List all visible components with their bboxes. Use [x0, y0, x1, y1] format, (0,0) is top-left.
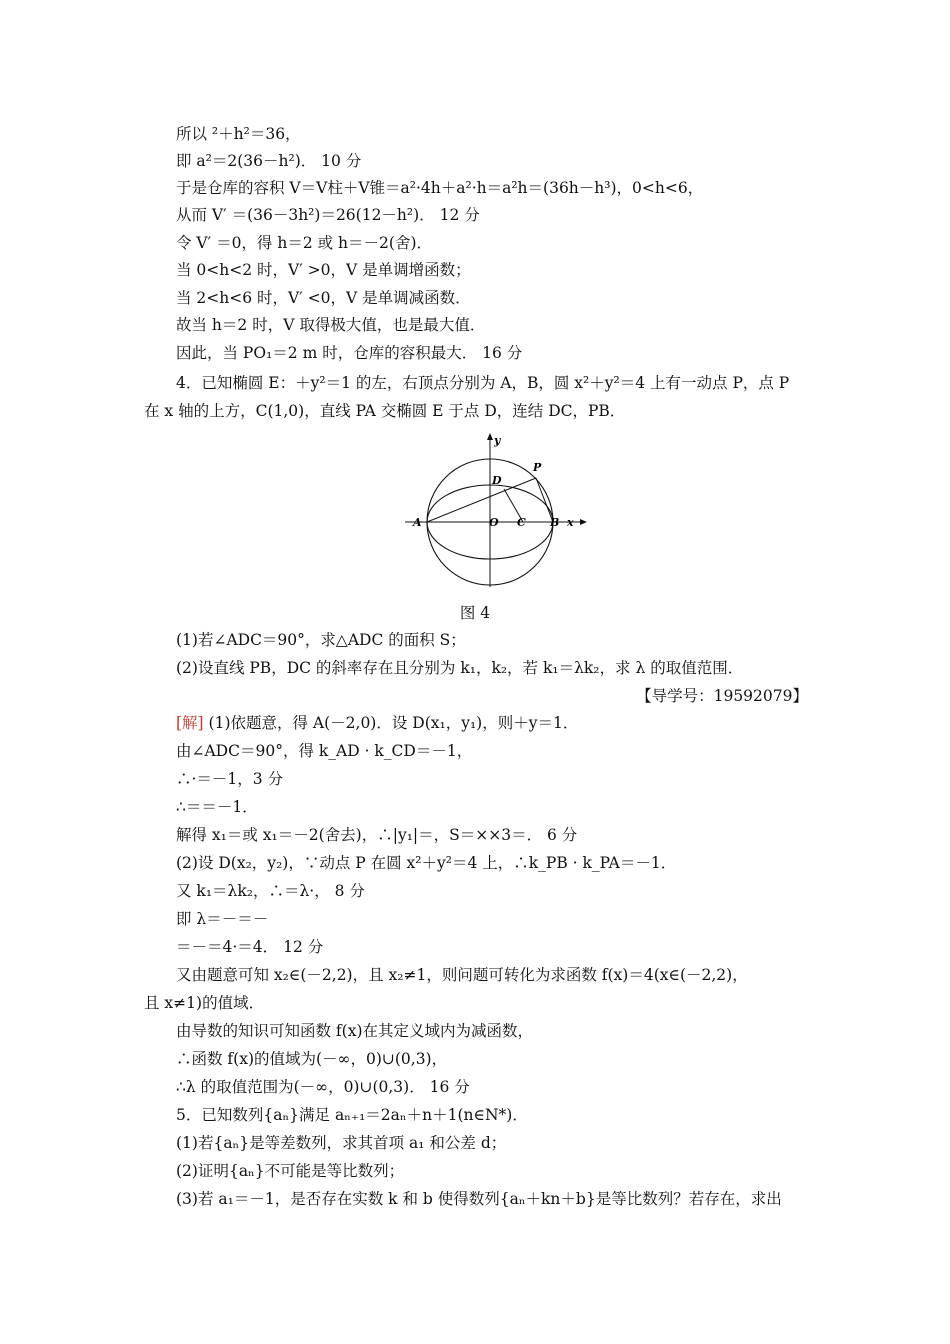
solution-first-line — [176, 713, 578, 733]
text-line: 当 0<h<2 时，V′ >0，V 是单调增函数； — [176, 261, 471, 279]
problem-4-statement-cont: 在 x 轴的上方，C(1,0)，直线 PA 交椭圆 E 于点 D，连结 DC，PB． — [144, 402, 626, 420]
solution-line: ∴·＝－1，3 分 — [176, 770, 284, 788]
label-x: x — [567, 516, 574, 529]
text-line: 所以 ²＋h²＝36， — [176, 125, 301, 143]
text-line: 于是仓库的容积 V＝V柱＋V锥＝a²·4h＋a²·h＝a²h＝(36h－h³)，0<h<6， — [176, 179, 704, 197]
solution-marker: [解] — [176, 714, 204, 732]
solution-line: 且 x≠1)的值域． — [144, 994, 265, 1012]
text-line: 令 V′ ＝0，得 h＝2 或 h＝－2(舍)． — [176, 234, 432, 252]
figure-caption: 图 4 — [459, 604, 491, 622]
solution-line: 由导数的知识可知函数 f(x)在其定义域内为减函数， — [176, 1022, 534, 1040]
question-2: (2)设直线 PB，DC 的斜率存在且分别为 k₁，k₂，若 k₁＝λk₂，求 λ 的取值范围． — [176, 659, 744, 677]
solution-line: ∴函数 f(x)的值域为(－∞，0)∪(0,3)， — [176, 1050, 448, 1068]
label-b: B — [550, 516, 560, 529]
solution-line: 即 λ＝－＝－ — [176, 910, 269, 928]
text-line: 因此，当 PO₁＝2 m 时，仓库的容积最大． 16 分 — [176, 344, 523, 362]
label-a: A — [413, 516, 422, 529]
label-p: P — [533, 461, 542, 474]
text-line: 即 a²＝2(36－h²)． 10 分 — [176, 152, 362, 170]
problem-5-part-2: (2)证明{aₙ}不可能是等比数列； — [176, 1162, 405, 1180]
guide-number: 【导学号：19592079】 — [636, 687, 808, 705]
solution-text: (1)依题意，得 A(－2,0)．设 D(x₁，y₁)，则＋y＝1． — [203, 714, 579, 732]
solution-line: 解得 x₁＝或 x₁＝－2(舍去)，∴|y₁|＝，S＝××3＝． 6 分 — [176, 826, 578, 844]
label-y: y — [494, 434, 501, 447]
problem-5-statement: 5．已知数列{aₙ}满足 aₙ₊₁＝2aₙ＋n＋1(n∈N*)． — [176, 1106, 528, 1124]
label-c: C — [517, 516, 526, 529]
solution-line: ＝－＝4·＝4． 12 分 — [176, 938, 324, 956]
solution-line: 由∠ADC＝90°，得 k_AD · k_CD＝－1， — [176, 742, 473, 760]
label-o: O — [489, 516, 499, 529]
solution-line: 又 k₁＝λk₂，∴＝λ·， 8 分 — [176, 882, 365, 900]
text-line: 故当 h＝2 时，V 取得极大值，也是最大值． — [176, 316, 486, 334]
x-arrow — [580, 519, 587, 525]
text-line: 当 2<h<6 时，V′ <0，V 是单调减函数． — [176, 289, 471, 307]
problem-5-part-3: (3)若 a₁＝－1，是否存在实数 k 和 b 使得数列{aₙ＋kn＋b}是等比数列？若存在，求出 — [176, 1190, 782, 1208]
text-line: 从而 V′ ＝(36－3h²)＝26(12－h²)． 12 分 — [176, 206, 480, 224]
question-1: (1)若∠ADC＝90°，求△ADC 的面积 S； — [176, 631, 466, 649]
problem-5-part-1: (1)若{aₙ}是等差数列，求其首项 a₁ 和公差 d； — [176, 1134, 507, 1152]
y-arrow — [487, 433, 493, 440]
solution-line: ∴＝＝－1． — [176, 798, 258, 816]
solution-line: ∴λ 的取值范围为(－∞，0)∪(0,3)． 16 分 — [176, 1078, 470, 1096]
problem-4-statement: 4．已知椭圆 E：＋y²＝1 的左，右顶点分别为 A，B，圆 x²＋y²＝4 上有一动点 P，点 P — [176, 374, 790, 392]
ellipse-circle-figure — [395, 432, 595, 592]
solution-line: (2)设 D(x₂，y₂)，∵动点 P 在圆 x²＋y²＝4 上，∴k_PB · k_PA＝－1． — [176, 854, 677, 872]
label-d: D — [492, 474, 502, 487]
solution-line: 又由题意可知 x₂∈(－2,2)，且 x₂≠1，则问题可转化为求函数 f(x)＝4(x∈(－2,2)， — [176, 966, 748, 984]
